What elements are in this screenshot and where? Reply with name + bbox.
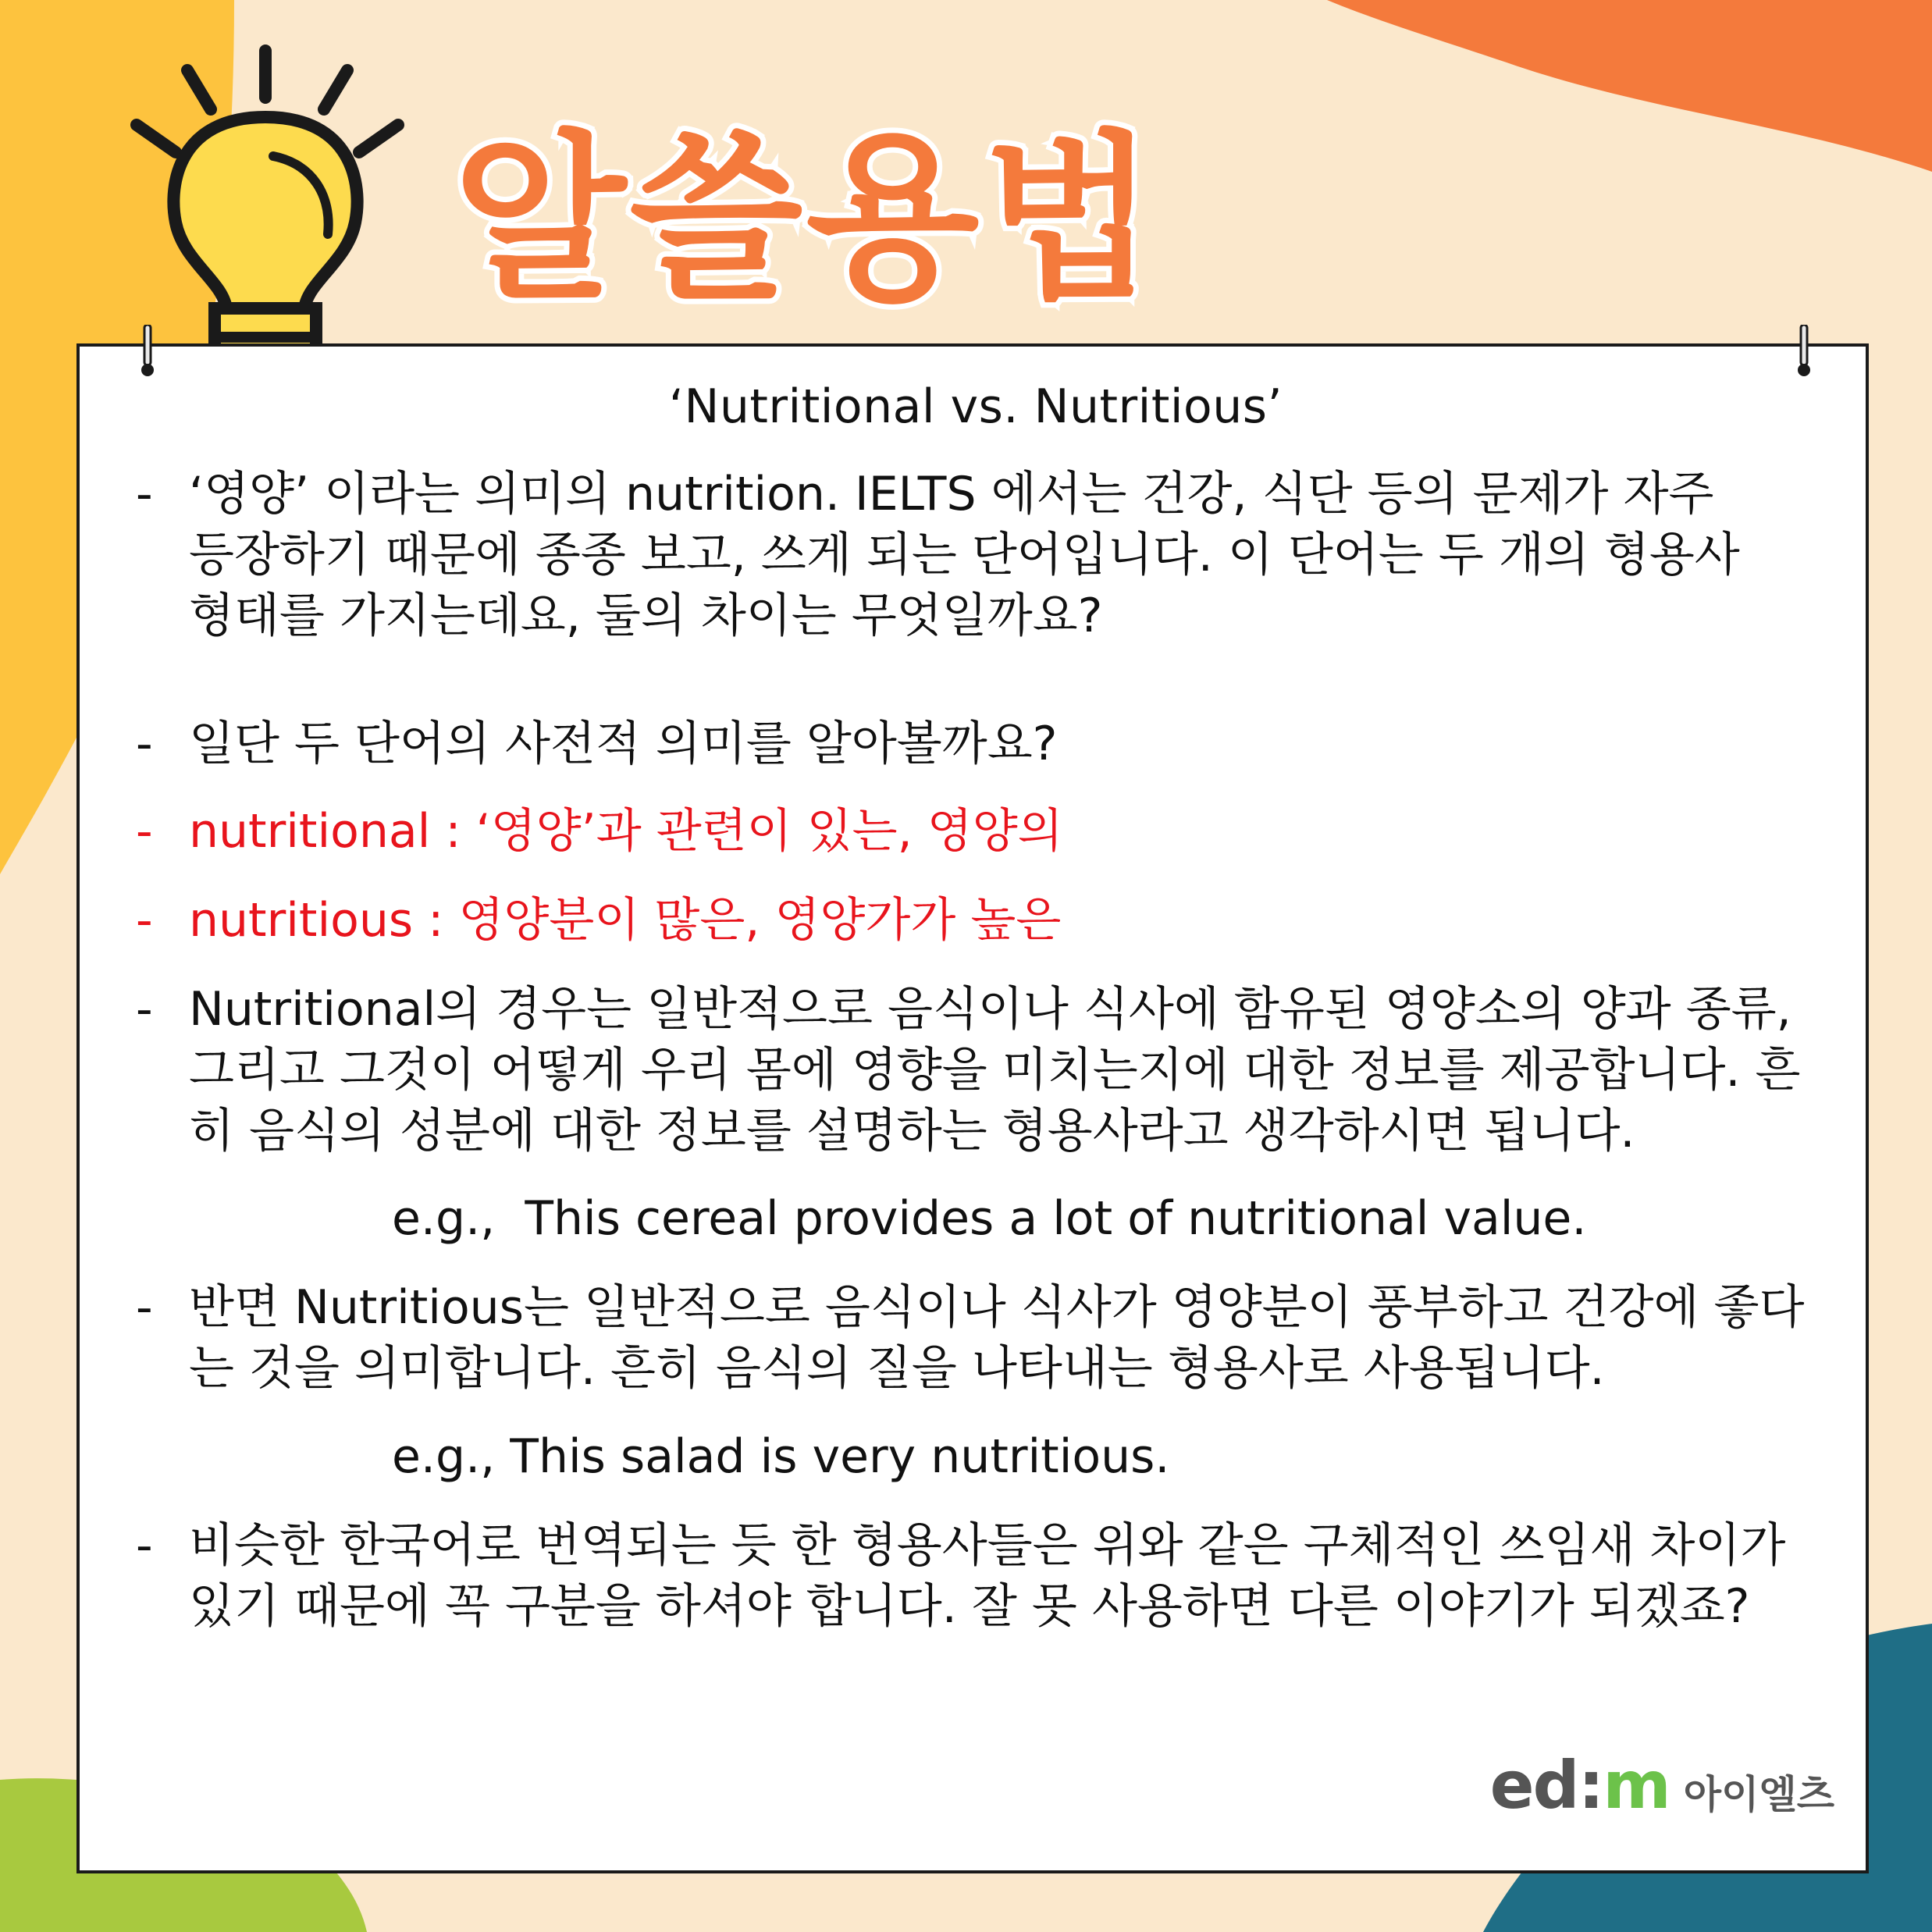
bullet-dash: - [136, 982, 153, 1037]
definition-item [136, 890, 1830, 951]
item-text: ‘영양’ 이라는 의미의 nutrition. IELTS 에서는 건강, 식단 등의 문제가 자주 등장하기 때문에 종종 보고, 쓰게 되는 단어입니다. 이 단어는 두 개의 형용사 형태를 가지는데요, 둘의 차이는 무엇일까요? [189, 467, 1740, 643]
bullet-dash: - [136, 467, 153, 521]
bullet-dash: - [136, 804, 153, 859]
list-item [136, 713, 1830, 774]
list-item [136, 1515, 1830, 1637]
bullet-dash: - [136, 1518, 153, 1573]
page-title: 알쓸용법 [453, 116, 1159, 324]
item-text: nutritional : ‘영양’과 관련이 있는, 영양의 [189, 804, 1063, 859]
list-item [136, 464, 1830, 646]
item-text: 일단 두 단어의 사전적 의미를 알아볼까요? [189, 717, 1058, 771]
pin-icon [1797, 325, 1811, 379]
item-text: 반면 Nutritious는 일반적으로 음식이나 식사가 영양분이 풍부하고 건강에 좋다 는 것을 의미합니다. 흔히 음식의 질을 나타내는 형용사로 사용됩니다. [189, 1280, 1805, 1396]
item-text: 비슷한 한국어로 번역되는 듯 한 형용사들은 위와 같은 구체적인 쓰임새 차이가 있기 때문에 꼭 구분을 하셔야 합니다. 잘 못 사용하면 다른 이야기가 되겠죠? [189, 1518, 1786, 1634]
card-heading: ‘Nutritional vs. Nutritious’ [668, 379, 1283, 434]
list-item [136, 1277, 1830, 1399]
example-sentence: e.g., This cereal provides a lot of nutritional value. [392, 1191, 1587, 1246]
item-text: Nutritional의 경우는 일반적으로 음식이나 식사에 함유된 영양소의 양과 종류, 그리고 그것이 어떻게 우리 몸에 영향을 미치는지에 대한 정보를 제공합니다. 흔 히 음식의 성분에 대한 정보를 설명하는 형용사라고 생각하시면 됩니다. [189, 982, 1801, 1158]
list-item [136, 979, 1830, 1162]
logo-mark: ed:m [1489, 1747, 1670, 1823]
item-text: nutritious : 영양분이 많은, 영양가가 높은 [189, 893, 1062, 948]
bullet-dash: - [136, 717, 153, 771]
definition-item [136, 801, 1830, 862]
logo-text: 아이엘츠 [1683, 1772, 1834, 1817]
bullet-dash: - [136, 1280, 153, 1335]
brand-logo [1490, 1747, 1834, 1823]
content-card [76, 343, 1869, 1873]
pin-icon [141, 325, 155, 379]
bullet-dash: - [136, 893, 153, 948]
example-sentence: e.g., This salad is very nutritious. [392, 1429, 1170, 1484]
